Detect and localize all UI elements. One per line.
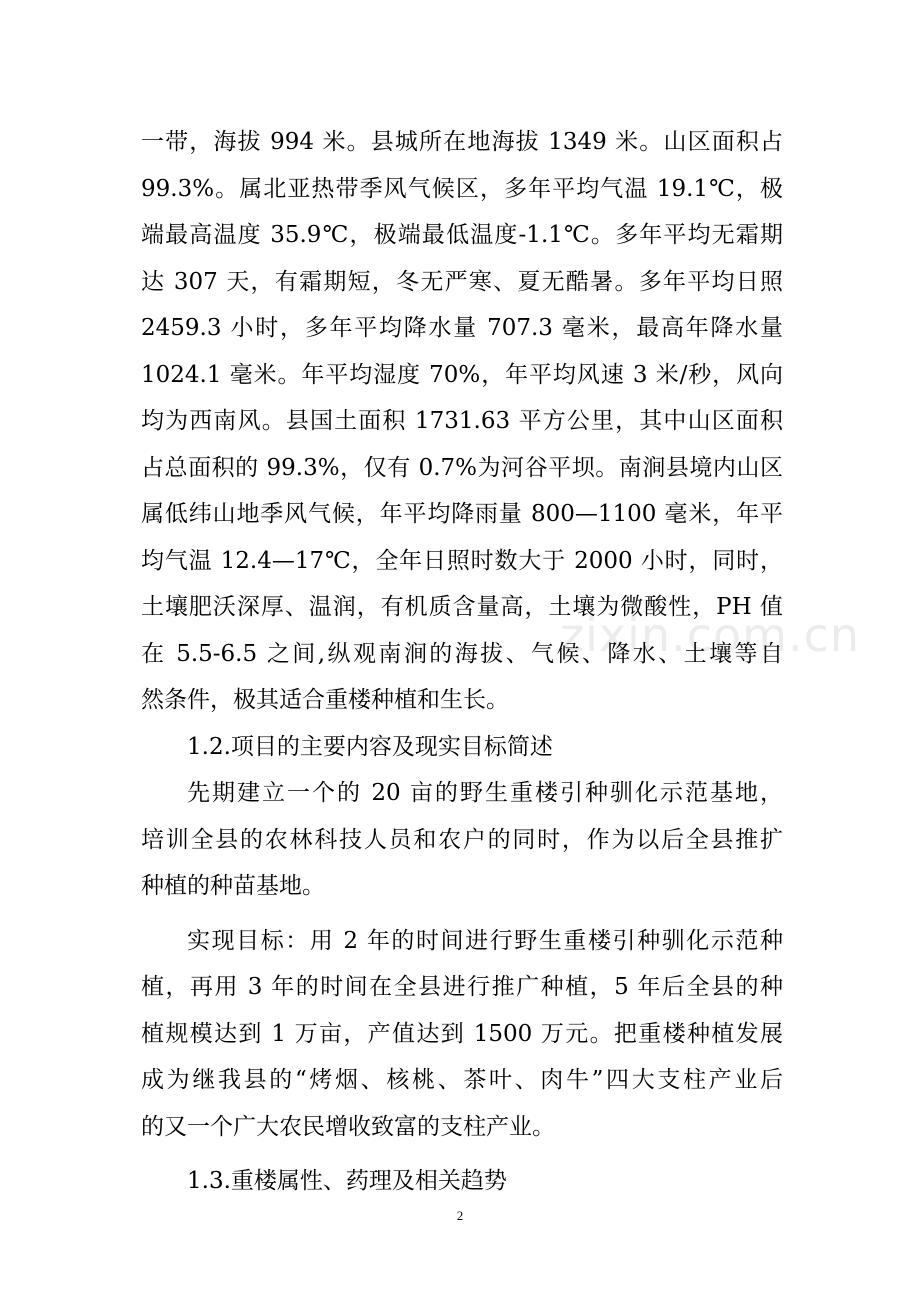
text-line: 均为西南风。县国土面积 1731.63 平方公里，其中山区面积 bbox=[141, 408, 783, 434]
text-line: 成为继我县的“烤烟、核桃、茶叶、肉牛”四大支柱产业后 bbox=[141, 1067, 783, 1093]
text-line: 占总面积的 99.3%，仅有 0.7%为河谷平坝。南涧县境内山区 bbox=[141, 454, 783, 481]
body-text bbox=[141, 119, 783, 1205]
section-heading-1-3 bbox=[141, 1158, 783, 1205]
text-line: 均气温 12.4—17℃，全年日照时数大于 2000 小时，同时， bbox=[141, 547, 783, 574]
text-line: 达 307 天，有霜期短，冬无严寒、夏无酷暑。多年平均日照 bbox=[141, 268, 783, 295]
text-line: 然条件，极其适合重楼种植和生长。 bbox=[141, 687, 509, 713]
text-line: 的又一个广大农民增收致富的支柱产业。 bbox=[141, 1113, 555, 1140]
paragraph-gap bbox=[141, 1150, 783, 1158]
text-line: 在 5.5-6.5 之间,纵观南涧的海拔、气候、降水、土壤等自 bbox=[141, 640, 783, 667]
text-line: 先期建立一个的 20 亩的野生重楼引种驯化示范基地， bbox=[187, 780, 783, 806]
section-heading-1-2 bbox=[141, 724, 783, 771]
text-line: 属低纬山地季风气候，年平均降雨量 800—1100 毫米，年平 bbox=[141, 501, 783, 527]
text-line: 端最高温度 35.9℃，极端最低温度-1.1℃。多年平均无霜期 bbox=[141, 222, 783, 248]
text-line: 1024.1 毫米。年平均湿度 70%，年平均风速 3 米/秒，风向 bbox=[141, 361, 783, 388]
watermark: zixin.com.cn bbox=[560, 608, 861, 662]
paragraph-gap bbox=[141, 910, 783, 918]
text-line: 2459.3 小时，多年平均降水量 707.3 毫米，最高年降水量 bbox=[141, 315, 783, 341]
text-line: 一带，海拔 994 米。县城所在地海拔 1349 米。山区面积占 bbox=[141, 129, 783, 155]
paragraph-base-plan bbox=[141, 770, 783, 910]
paragraph-climate bbox=[141, 119, 783, 724]
heading-text: 1.3.重楼属性、药理及相关趋势 bbox=[187, 1168, 507, 1194]
heading-text: 1.2.项目的主要内容及现实目标简述 bbox=[187, 733, 553, 760]
text-line: 植规模达到 1 万亩，产值达到 1500 万元。把重楼种植发展 bbox=[141, 1020, 783, 1047]
text-line: 99.3%。属北亚热带季风气候区，多年平均气温 19.1℃，极 bbox=[141, 175, 783, 202]
text-line: 培训全县的农林科技人员和农户的同时，作为以后全县推扩 bbox=[141, 826, 783, 853]
text-line: 实现目标：用 2 年的时间进行野生重楼引种驯化示范种 bbox=[187, 927, 783, 954]
text-line: 植，再用 3 年的时间在全县进行推广种植，5 年后全县的种 bbox=[141, 974, 783, 1000]
text-line: 土壤肥沃深厚、温润，有机质含量高，土壤为微酸性，PH 值 bbox=[141, 594, 783, 620]
paragraph-goals bbox=[141, 918, 783, 1151]
page-number: 2 bbox=[456, 1208, 464, 1223]
text-line: 种植的种苗基地。 bbox=[141, 873, 325, 899]
